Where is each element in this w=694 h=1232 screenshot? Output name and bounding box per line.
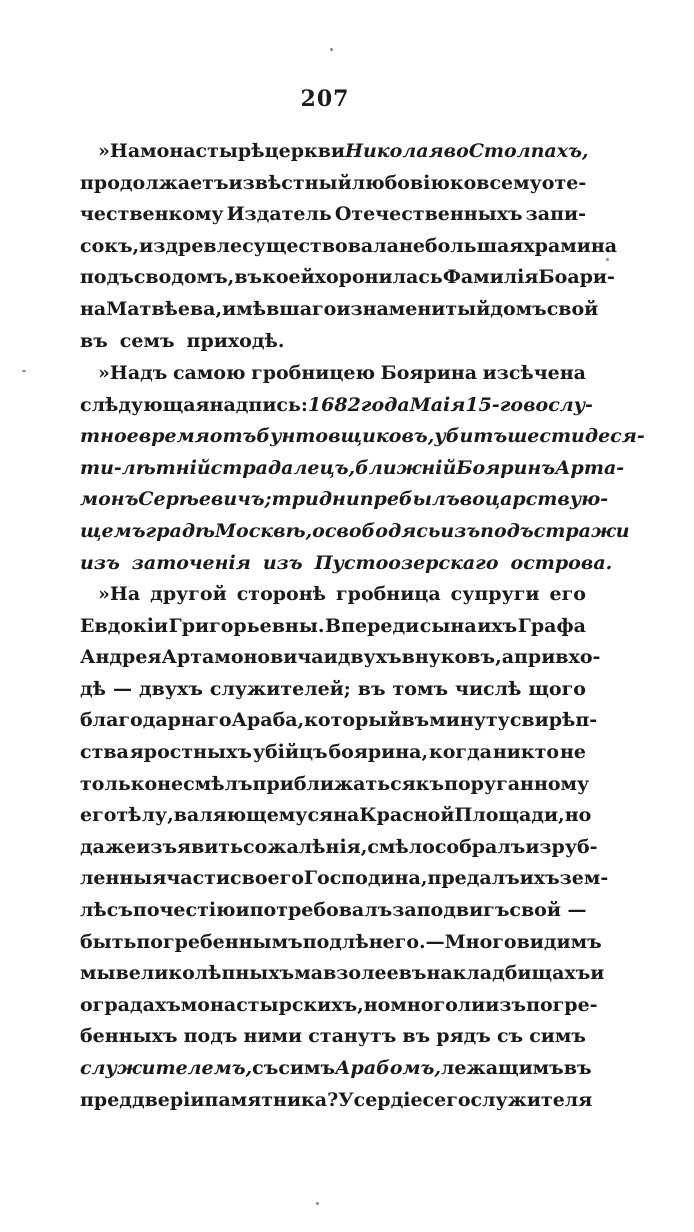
- word: Много: [444, 930, 517, 953]
- word: за: [392, 898, 417, 921]
- word: Арта-: [555, 456, 625, 479]
- text-line: [80, 958, 605, 988]
- word: только: [80, 772, 158, 795]
- word: ли: [457, 993, 486, 1016]
- word: видимъ: [516, 930, 602, 953]
- word: во: [443, 140, 469, 162]
- text-line: [80, 516, 630, 546]
- word: бунтовщиковъ,: [256, 425, 435, 448]
- word: Столпахъ,: [468, 140, 589, 162]
- word: продолжаетъ: [80, 171, 229, 194]
- word: числѣ: [455, 677, 522, 700]
- word: даже: [80, 835, 137, 858]
- word: надпись:: [209, 393, 308, 416]
- word: семъ: [119, 329, 175, 352]
- text-line: [80, 294, 599, 324]
- word: двухъ: [139, 677, 203, 700]
- word: коей: [262, 266, 315, 289]
- word: смѣло: [367, 835, 435, 858]
- word: Арабомъ,: [335, 1056, 442, 1079]
- text-line: [80, 262, 615, 292]
- word: валяющемуся: [173, 804, 334, 827]
- word: собралъ: [434, 835, 526, 858]
- word: на: [333, 804, 360, 827]
- word: ти-лѣтній: [80, 456, 211, 479]
- word: Араба,: [231, 709, 305, 732]
- text-line: [80, 895, 586, 925]
- word: острова.: [510, 551, 613, 574]
- text-line: [98, 579, 586, 609]
- text-line: [80, 231, 618, 261]
- word: слѣдующая: [80, 393, 210, 416]
- word: Отечественныхъ: [334, 203, 523, 226]
- word: изъ: [262, 551, 303, 574]
- text-line: [80, 769, 590, 799]
- text-line: [80, 642, 601, 672]
- word: церкви: [264, 140, 346, 162]
- word: подлѣ: [302, 930, 369, 953]
- word: преддверіи: [80, 1088, 205, 1111]
- word: отъ: [209, 425, 257, 448]
- text-line: [98, 358, 586, 388]
- word: вхо-: [555, 646, 601, 669]
- text-line: [80, 1021, 586, 1051]
- word: градѣ: [145, 519, 215, 542]
- word: Артамоновича: [161, 646, 324, 669]
- word: великолѣпныхъ: [115, 962, 295, 985]
- text-line: [80, 1053, 592, 1083]
- word: —: [113, 677, 133, 700]
- word: благодарнаго: [80, 709, 232, 732]
- word: и: [336, 297, 351, 320]
- word: оградахъ: [80, 993, 181, 1016]
- word: боярина,: [328, 740, 429, 763]
- word: мы: [80, 962, 116, 985]
- word: не: [157, 772, 184, 795]
- paper-speck: [330, 48, 333, 51]
- paragraph-other-side: [80, 579, 609, 1116]
- word: ко: [449, 171, 477, 194]
- word: Москвѣ,: [214, 519, 313, 542]
- word: симъ: [529, 1025, 586, 1048]
- word: яростныхъ: [129, 740, 252, 763]
- word: монастырѣ: [140, 140, 265, 162]
- word: ближній: [355, 456, 457, 479]
- word: а: [501, 646, 514, 669]
- word: подъ: [183, 1025, 238, 1048]
- word: заточенія: [131, 551, 251, 574]
- word: лежащимъ: [441, 1056, 564, 1079]
- word: станутъ: [308, 1025, 397, 1048]
- word: поруганному: [444, 772, 590, 795]
- word: много: [390, 993, 458, 1016]
- word: храмина: [523, 234, 618, 257]
- word: подъ: [80, 266, 134, 289]
- word: щого: [528, 677, 586, 700]
- word: смѣлъ: [183, 772, 253, 795]
- word: убитъ: [434, 425, 508, 448]
- word: съ: [496, 1025, 524, 1048]
- word: всему: [476, 171, 542, 194]
- word: погре-: [526, 993, 598, 1016]
- word: знаменитый: [350, 297, 491, 320]
- word: рядъ: [436, 1025, 491, 1048]
- text-line: [80, 453, 625, 483]
- text-line: [80, 390, 593, 420]
- word: подъ: [480, 519, 534, 542]
- word: изсѣчена: [482, 362, 586, 384]
- paragraph-inscription: [80, 358, 645, 579]
- word: извѣстный: [228, 171, 352, 194]
- word: изъ: [80, 551, 120, 574]
- word: въ: [402, 1025, 431, 1048]
- word: любовію: [351, 171, 450, 194]
- paper-speck: [606, 258, 609, 261]
- word: время: [138, 425, 210, 448]
- word: Боярина: [380, 362, 478, 384]
- word: Маія: [409, 393, 466, 416]
- word: Графа: [517, 614, 586, 637]
- word: ихъ: [519, 867, 560, 890]
- word: Евдокіи: [80, 614, 169, 637]
- text-line: [80, 484, 609, 514]
- word: на: [426, 962, 453, 985]
- word: и: [323, 646, 338, 669]
- word: изъ: [440, 519, 481, 542]
- word: Господина,: [303, 867, 428, 890]
- word: сына: [419, 614, 477, 637]
- word: памятника?: [204, 1088, 339, 1111]
- text-line: [98, 136, 589, 166]
- word: Фамилія: [442, 266, 539, 289]
- word: Николая: [345, 140, 444, 162]
- word: 1682: [307, 393, 361, 416]
- word: Бояринъ: [456, 456, 556, 479]
- word: сокъ,: [80, 234, 140, 257]
- word: страдалецъ,: [210, 456, 356, 479]
- word: когда: [428, 740, 492, 763]
- word: свирѣп-: [509, 709, 598, 732]
- paragraph-nikolai-church: [80, 136, 618, 357]
- word: не: [559, 740, 586, 763]
- word: который: [304, 709, 402, 732]
- word: Пустоозерскаго: [314, 551, 499, 574]
- word: къ: [415, 772, 445, 795]
- word: Издатель: [226, 203, 332, 226]
- word: Андрея: [80, 646, 162, 669]
- word: сего: [422, 1088, 471, 1111]
- word: другой: [150, 583, 227, 605]
- word: служителей;: [209, 677, 351, 700]
- word: чественкому: [80, 203, 224, 226]
- word: гробницею: [251, 362, 375, 384]
- word: мавзолеевъ: [294, 962, 427, 985]
- text-line: [80, 1085, 593, 1115]
- text-line: [80, 326, 586, 356]
- word: небольшая: [398, 234, 524, 257]
- word: Красной: [359, 804, 455, 827]
- word: шестидеся-: [507, 425, 645, 448]
- word: съ: [106, 898, 133, 921]
- word: свой: [546, 297, 599, 320]
- word: гробница: [336, 583, 441, 605]
- word: Площади,: [454, 804, 565, 827]
- word: дѣ: [80, 677, 107, 700]
- text-line: [80, 199, 586, 229]
- text-line: [80, 168, 586, 198]
- word: три: [271, 488, 319, 511]
- word: Матвѣева,: [106, 297, 223, 320]
- word: сторонѣ: [236, 583, 326, 605]
- word: сводомъ,: [133, 266, 235, 289]
- page-number: 207: [300, 86, 350, 112]
- word: но: [363, 993, 391, 1016]
- word: его: [549, 583, 586, 605]
- text-line: [80, 737, 586, 767]
- word: подвигъ: [416, 898, 510, 921]
- word: имѣвшаго: [222, 297, 337, 320]
- word: стражи: [533, 519, 630, 542]
- word: почестію: [132, 898, 236, 921]
- word: изруб-: [525, 835, 598, 858]
- text-line: [80, 611, 586, 641]
- word: во: [523, 393, 549, 416]
- word: дни: [318, 488, 360, 511]
- word: свой —: [509, 898, 587, 921]
- word: погребеннымъ: [136, 930, 303, 953]
- word: пребылъ: [359, 488, 460, 511]
- word: убійцъ: [252, 740, 328, 763]
- word: царствую-: [484, 488, 609, 511]
- word: потребовалъ: [249, 898, 393, 921]
- word: ленныя: [80, 867, 167, 890]
- word: съ: [252, 1056, 279, 1079]
- word: во: [459, 488, 485, 511]
- word: оте-: [541, 171, 587, 194]
- word: изъявить: [136, 835, 244, 858]
- word: служителя: [470, 1088, 593, 1111]
- word: самою: [172, 362, 246, 384]
- word: супруги: [450, 583, 540, 605]
- word: приближаться: [252, 772, 416, 795]
- word: ихъ: [477, 614, 518, 637]
- word: въ: [80, 329, 108, 352]
- text-line: [80, 421, 645, 451]
- word: Впереди: [325, 614, 420, 637]
- word: и: [235, 898, 250, 921]
- word: въ: [401, 709, 430, 732]
- word: Серѣевичъ;: [138, 488, 272, 511]
- paper-speck: [22, 370, 26, 372]
- word: быть: [80, 930, 137, 953]
- word: на: [80, 297, 107, 320]
- word: сожалѣнія,: [243, 835, 368, 858]
- word: кладбищахъ: [452, 962, 591, 985]
- word: при: [514, 646, 556, 669]
- word: домъ: [490, 297, 547, 320]
- text-line: [80, 863, 609, 893]
- word: хоронилась: [314, 266, 443, 289]
- word: издревле: [139, 234, 243, 257]
- word: монастырскихъ,: [180, 993, 364, 1016]
- word: зем-: [559, 867, 609, 890]
- word: тное: [80, 425, 139, 448]
- word: приходѣ.: [186, 329, 285, 352]
- word: »Надъ: [98, 362, 168, 384]
- word: служителемъ,: [80, 1056, 253, 1079]
- word: бенныхъ: [80, 1025, 178, 1048]
- text-line: [80, 927, 602, 957]
- word: »На: [98, 140, 141, 162]
- text-line: [80, 800, 592, 830]
- word: никто: [492, 740, 560, 763]
- word: и: [590, 962, 605, 985]
- word: части: [166, 867, 231, 890]
- word: существовала: [242, 234, 399, 257]
- word: запи-: [525, 203, 586, 226]
- paper-speck: [316, 1202, 319, 1205]
- word: года: [360, 393, 410, 416]
- word: Усердіе: [338, 1088, 423, 1111]
- word: освободясь: [312, 519, 441, 542]
- word: симъ: [278, 1056, 336, 1079]
- word: щемъ: [80, 519, 146, 542]
- word: но: [564, 804, 592, 827]
- word: изъ: [485, 993, 527, 1016]
- text-line: [80, 990, 598, 1020]
- word: въ: [563, 1056, 592, 1079]
- word: ними: [243, 1025, 303, 1048]
- word: въ: [357, 677, 386, 700]
- text-line: [80, 832, 598, 862]
- word: въ: [234, 266, 263, 289]
- word: него.—: [368, 930, 445, 953]
- word: минуту: [429, 709, 510, 732]
- text-line: [80, 548, 613, 578]
- word: лѣ: [80, 898, 107, 921]
- word: внуковъ,: [401, 646, 502, 669]
- word: ства: [80, 740, 129, 763]
- word: Боари-: [538, 266, 615, 289]
- word: двухъ: [337, 646, 402, 669]
- word: Григорьевны.: [168, 614, 325, 637]
- word: томъ: [392, 677, 449, 700]
- word: тѣлу,: [116, 804, 174, 827]
- word: своего: [230, 867, 304, 890]
- word: 15-го: [465, 393, 524, 416]
- word: »На: [98, 583, 141, 605]
- word: предалъ: [427, 867, 520, 890]
- word: слу-: [548, 393, 593, 416]
- text-line: [80, 674, 586, 704]
- text-line: [80, 705, 598, 735]
- word: монъ: [80, 488, 139, 511]
- word: его: [80, 804, 117, 827]
